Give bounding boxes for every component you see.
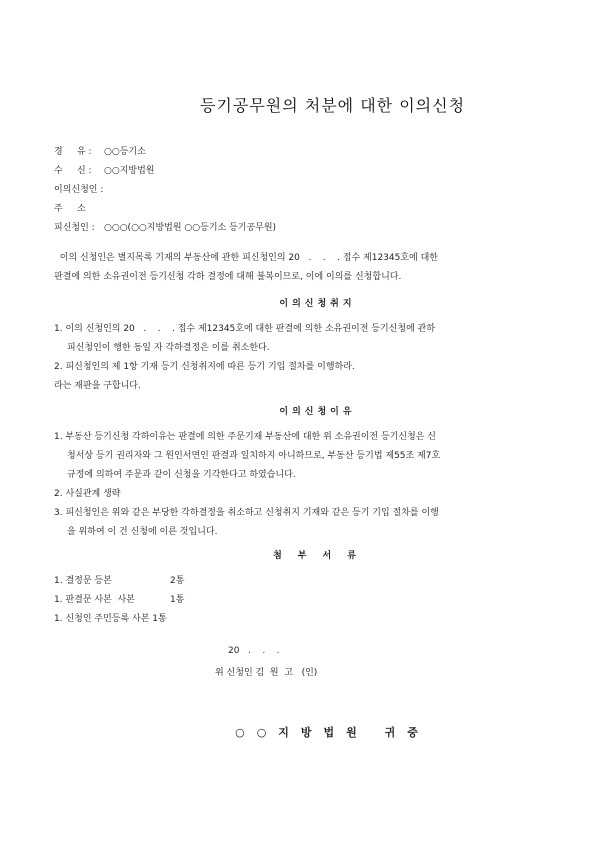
header-key: 이의신청인 : bbox=[54, 185, 104, 195]
attachment-name: 1. 결정문 등본 bbox=[54, 576, 112, 586]
attachment-name: 1. 판결문 사본 사본 bbox=[54, 595, 135, 605]
reasons-section bbox=[54, 428, 536, 542]
header-fields bbox=[54, 143, 276, 238]
header-row-respondent bbox=[54, 219, 276, 238]
header-key: 수 신 : bbox=[54, 166, 92, 176]
intro-paragraph bbox=[54, 249, 524, 287]
signer-line: 위 신청인 김 원 고 (인) bbox=[215, 668, 318, 678]
attachment-count: 1통 bbox=[170, 595, 185, 605]
purpose-heading: 이의신청취지 bbox=[279, 299, 356, 309]
reasons-line: 2. 사실관계 생략 bbox=[54, 489, 121, 499]
header-row-address bbox=[54, 200, 276, 219]
document-title: 등기공무원의 처분에 대한 이의신청 bbox=[199, 96, 466, 115]
header-row-applicant bbox=[54, 181, 276, 200]
header-key: 피신청인 : bbox=[54, 223, 95, 233]
reasons-line: 을 위하여 이 건 신청에 이른 것입니다. bbox=[67, 527, 218, 537]
header-key: 주 소 bbox=[54, 204, 86, 214]
attachment-count: 2통 bbox=[170, 576, 185, 586]
header-value: ○○○(○○지방법원 ○○등기소 등기공무원) bbox=[104, 223, 277, 233]
purpose-line: 라는 재판을 구합니다. bbox=[54, 381, 141, 391]
reasons-line: 규정에 의하여 주문과 같이 신청을 기각한다고 하였습니다. bbox=[67, 470, 296, 480]
intro-line: 판결에 의한 소유권이전 등기신청 각하 결정에 대해 불복이므로, 이에 이의를 신청합니다. bbox=[54, 272, 402, 282]
header-value: ○○지방법원 bbox=[104, 166, 155, 176]
reasons-heading: 이의신청이유 bbox=[279, 407, 356, 417]
purpose-section bbox=[54, 320, 536, 396]
header-value: ○○등기소 bbox=[104, 147, 146, 157]
addressee: ○○지방법원 귀중 bbox=[235, 726, 430, 739]
header-row-via bbox=[54, 143, 276, 162]
attachments-heading: 첨부서류 bbox=[273, 551, 372, 561]
attachment-item bbox=[54, 591, 536, 610]
reasons-line: 1. 부동산 등기신청 각하이유는 판결에 의한 주문기재 부동산에 대한 위 소유권이전 등기신청은 신 bbox=[54, 432, 436, 442]
filing-date: 20 . . . bbox=[228, 646, 280, 656]
purpose-line: 피신청인이 행한 동일 자 각하결정은 이를 취소한다. bbox=[67, 343, 270, 353]
attachment-item bbox=[54, 572, 536, 591]
reasons-line: 청서상 등기 권리자와 그 원인서면인 판결과 일치하지 아니하므로, 부동산 등기법 제55조 제7호 bbox=[67, 451, 441, 461]
intro-line: 이의 신청인은 별지목록 기재의 부동산에 관한 피신청인의 20 . . . 접수 제12345호에 대한 bbox=[54, 253, 438, 263]
attachment-item bbox=[54, 610, 536, 629]
purpose-line: 2. 피신청인의 제 1항 기재 등기 신청취지에 따른 등기 기입 절차를 이행하라. bbox=[54, 362, 355, 372]
reasons-line: 3. 피신청인은 위와 같은 부당한 각하결정을 취소하고 신청취지 기재와 같은 등기 기입 절차를 이행 bbox=[54, 508, 439, 518]
attachments-section bbox=[54, 572, 536, 629]
purpose-line: 1. 이의 신청인의 20 . . . 접수 제12345호에 대한 판결에 의한 소유권이전 등기신청에 관하 bbox=[54, 324, 436, 334]
header-row-recipient bbox=[54, 162, 276, 181]
attachment-name: 1. 신청인 주민등록 사본 1통 bbox=[54, 614, 167, 624]
header-key: 경 유 : bbox=[54, 147, 92, 157]
